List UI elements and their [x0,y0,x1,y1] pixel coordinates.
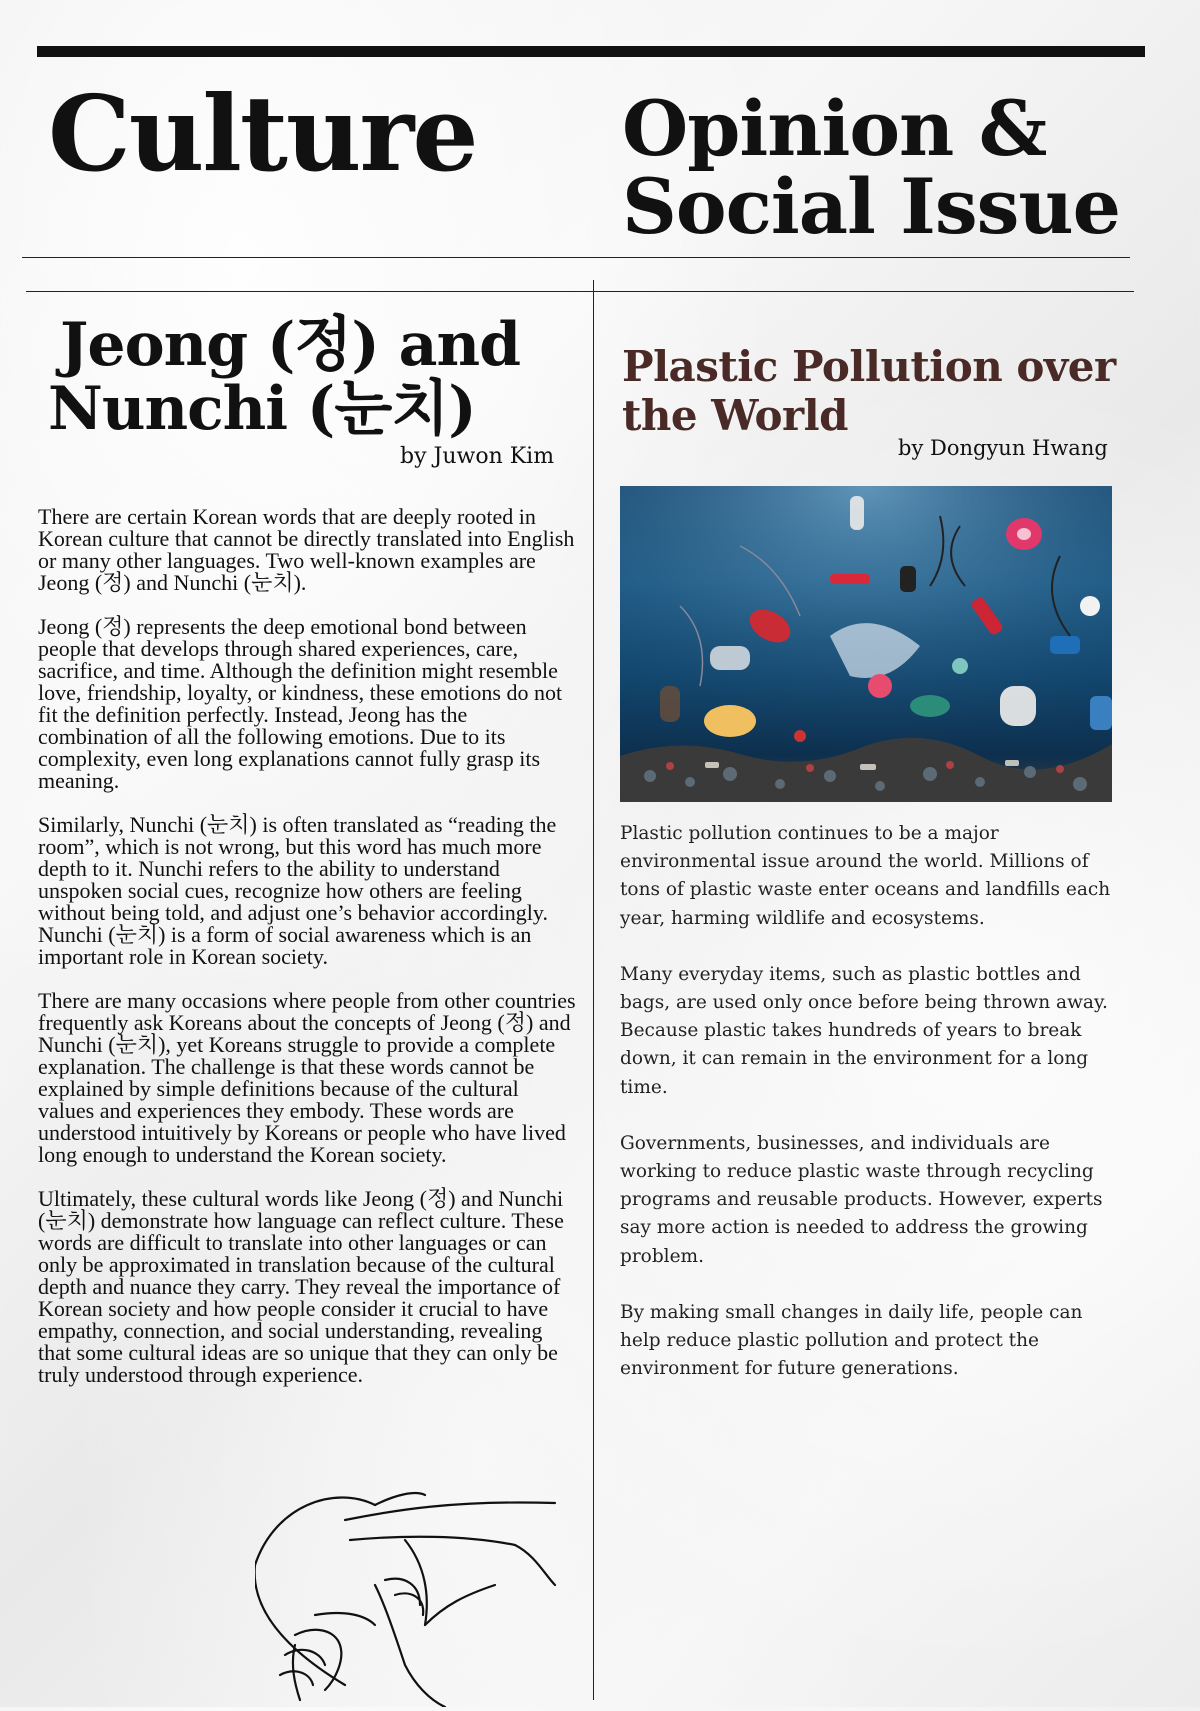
left-article-body [38,506,578,1408]
hands-heart-illustration [255,1485,565,1707]
right-paragraph-3: Governments, businesses, and individuals are working to reduce plastic waste through recycling programs and reusable products. However, experts say more action is needed to address the growing problem. [620,1132,1103,1267]
left-article-title-line2: Nunchi (눈치) [48,374,476,444]
plastic-pollution-photo [620,486,1112,802]
section-heading-opinion-line2: Social Issue [622,162,1121,251]
left-paragraph-3: Similarly, Nunchi (눈치) is often translated as “reading the room”, which is not wrong, but this word has much more depth to it. Nunchi refers to the ability to understand unspoken social cues, recognize how others are feeling without being told, and adjust one’s behavior accordingly. Nunchi (눈치) is a form of social awareness which is an important role in Korean society. [38,812,557,969]
right-article-title-line2: the World [622,391,848,440]
header-divider [22,257,1130,258]
left-paragraph-4: There are many occasions where people from other countries frequently ask Koreans about the concepts of Jeong (정) and Nunchi (눈치), yet Koreans struggle to provide a complete explanation. The challenge is that these words cannot be explained by simple definitions because of the cultural values and experiences they embody. These words are understood intuitively by Koreans or people who have lived long enough to understand the Korean society. [38,988,576,1167]
section-heading-opinion-line1: Opinion & [622,84,1047,173]
right-article-body [620,820,1120,1411]
column-top-divider [26,291,1134,292]
right-paragraph-1: Plastic pollution continues to be a major environmental issue around the world. Millions of tons of plastic waste enter oceans and landfills each year, harming wildlife and ecosystems. [620,823,1111,929]
top-rule-bar [37,46,1145,57]
left-article-title-line1: Jeong (정) and [60,310,521,380]
left-paragraph-1: There are certain Korean words that are deeply rooted in Korean culture that cannot be directly translated into English or many other languages. Two well-known examples are Jeong (정) and Nunchi (눈치). [38,504,575,595]
right-article-title-line1: Plastic Pollution over [622,342,1116,391]
right-article-title [622,342,1122,440]
left-paragraph-2: Jeong (정) represents the deep emotional bond between people that develops through shared experiences, care, sacrifice, and time. Although the definition might resemble love, friendship, loyalty, or kindness, these emotions do not fit the definition perfectly. Instead, Jeong has the combination of all the following emotions. Due to its complexity, even long explanations cannot fully grasp its meaning. [38,614,563,793]
left-article-title [48,310,588,444]
right-article-byline: by Dongyun Hwang [898,436,1108,460]
right-paragraph-2: Many everyday items, such as plastic bottles and bags, are used only once before being thrown away. Because plastic takes hundreds of years to break down, it can remain in the environment for a long time. [620,963,1108,1098]
left-article-byline: by Juwon Kim [400,444,555,469]
section-heading-opinion [622,84,1121,251]
column-divider [593,280,594,1700]
section-heading-culture: Culture [48,72,477,195]
left-paragraph-5: Ultimately, these cultural words like Jeong (정) and Nunchi (눈치) demonstrate how language can reflect culture. These words are difficult to translate into other languages or can only be approximated in translation because of the cultural depth and nuance they carry. They reveal the importance of Korean society and how people consider it crucial to have empathy, connection, and social understanding, revealing that some cultural ideas are so unique that they can only be truly understood through experience. [38,1186,564,1387]
right-paragraph-4: By making small changes in daily life, people can help reduce plastic pollution and protect the environment for future generations. [620,1301,1083,1380]
